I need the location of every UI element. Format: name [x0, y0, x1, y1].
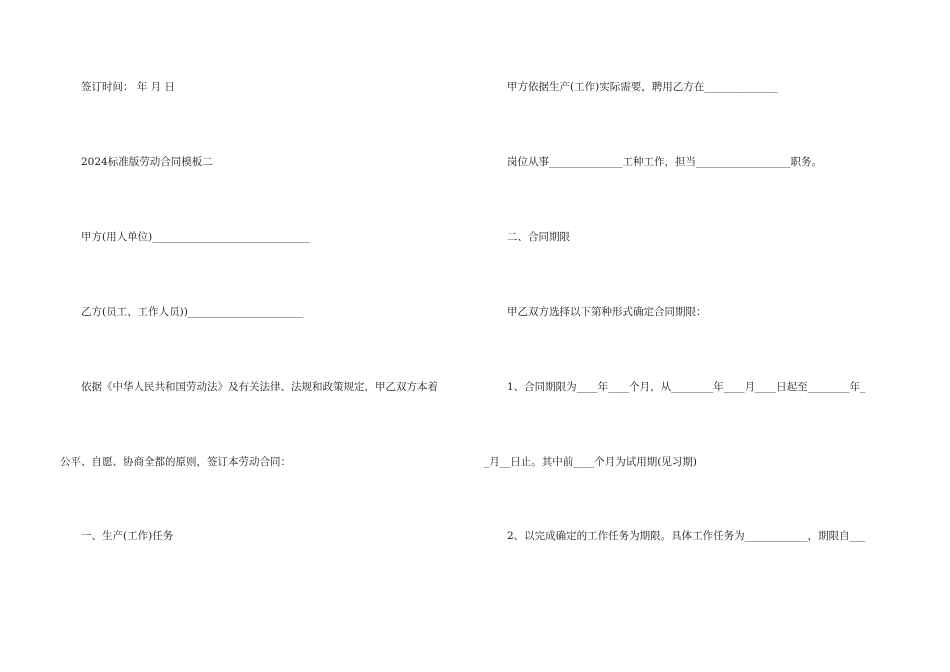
term-2-line-1: 2、以完成确定的工作任务为期限。具体工作任务为____________，期限自___ [507, 530, 866, 542]
employment-line-2: 岗位从事______________工种工作，担当__________________职务。 [507, 156, 822, 168]
party-b-line: 乙方(员工、工作人员))______________________ [81, 306, 304, 318]
legal-basis-line-1: 依据《中华人民共和国劳动法》及有关法律、法规和政策规定，甲乙双方本着 [81, 381, 438, 393]
sign-time-line: 签订时间： 年 月 日 [81, 81, 176, 93]
section-2-heading: 二、合同期限 [507, 231, 570, 243]
section-1-heading: 一、生产(工作)任务 [81, 530, 174, 542]
term-1-line-1: 1、合同期限为____年____个月，从________年____月____日起至________年_ [507, 381, 866, 393]
employment-line-1: 甲方依据生产(工作)实际需要，聘用乙方在______________ [507, 81, 778, 93]
term-1-line-2: _月__日止。其中前____个月为试用期(见习期) [484, 456, 697, 468]
document-title: 2024标准版劳动合同模板二 [81, 156, 213, 168]
term-intro-line: 甲乙双方选择以下第种形式确定合同期限： [507, 306, 707, 318]
party-a-line: 甲方(用人单位)______________________________ [81, 231, 310, 243]
legal-basis-line-2: 公平、自愿、协商全都的原则，签订本劳动合同： [60, 456, 291, 468]
